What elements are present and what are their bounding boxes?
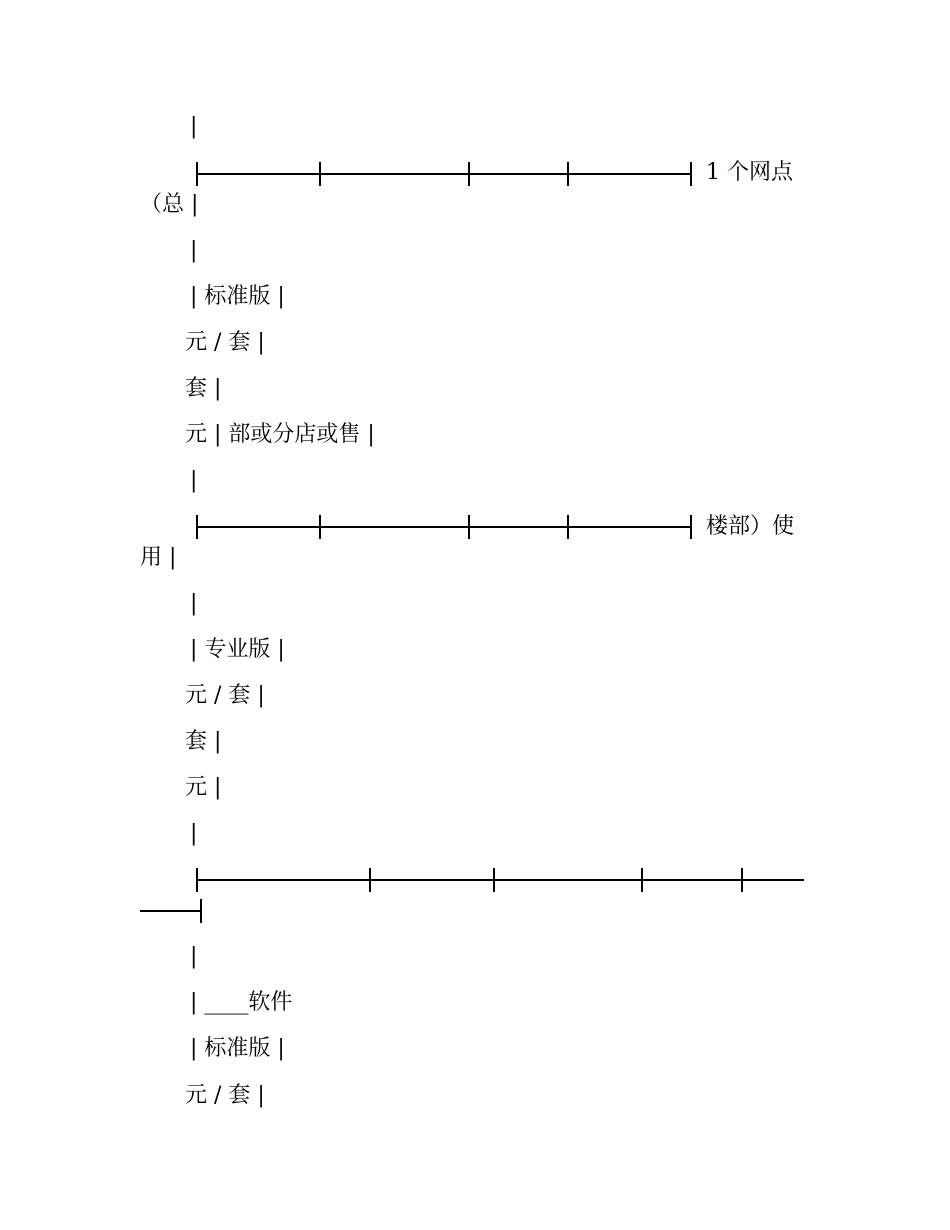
table-tick	[641, 868, 643, 892]
table-tick	[369, 868, 371, 892]
table-tick	[196, 868, 198, 892]
text-line: 元 / 套 |	[185, 1083, 265, 1108]
text-line: 元 / 套 |	[185, 330, 265, 355]
text-line: | 标准版 |	[190, 284, 285, 309]
text-line: 元 | 部或分店或售 |	[185, 422, 375, 447]
table-tick	[690, 515, 692, 539]
table-rule	[196, 173, 692, 175]
table-tick	[319, 162, 321, 186]
table-tick	[196, 515, 198, 539]
text-line: 套 |	[185, 729, 222, 754]
text-line: |	[190, 821, 198, 846]
text-line: 套 |	[185, 376, 222, 401]
text-line: |	[190, 591, 198, 616]
table-rule	[140, 910, 202, 912]
table-tick	[567, 162, 569, 186]
text-line: 元 / 套 |	[185, 683, 265, 708]
table-rule	[196, 526, 692, 528]
text-line: 1 个网点	[706, 160, 793, 185]
table-rule	[196, 879, 804, 881]
text-line: | 标准版 |	[190, 1036, 285, 1061]
text-line: | ____软件	[190, 990, 293, 1015]
text-line: |	[190, 114, 198, 139]
text-line: 用 |	[140, 545, 177, 570]
table-tick	[468, 515, 470, 539]
table-tick	[196, 162, 198, 186]
text-line: |	[190, 944, 198, 969]
text-line: | 专业版 |	[190, 637, 285, 662]
table-tick	[741, 868, 743, 892]
table-tick	[690, 162, 692, 186]
text-line: 楼部）使	[706, 514, 795, 539]
text-line: |	[190, 468, 198, 493]
text-line: |	[190, 238, 198, 263]
table-tick	[468, 162, 470, 186]
table-tick	[319, 515, 321, 539]
text-line: （总 |	[140, 192, 199, 217]
table-tick	[493, 868, 495, 892]
table-tick	[567, 515, 569, 539]
table-tick	[200, 899, 202, 923]
text-line: 元 |	[185, 775, 222, 800]
